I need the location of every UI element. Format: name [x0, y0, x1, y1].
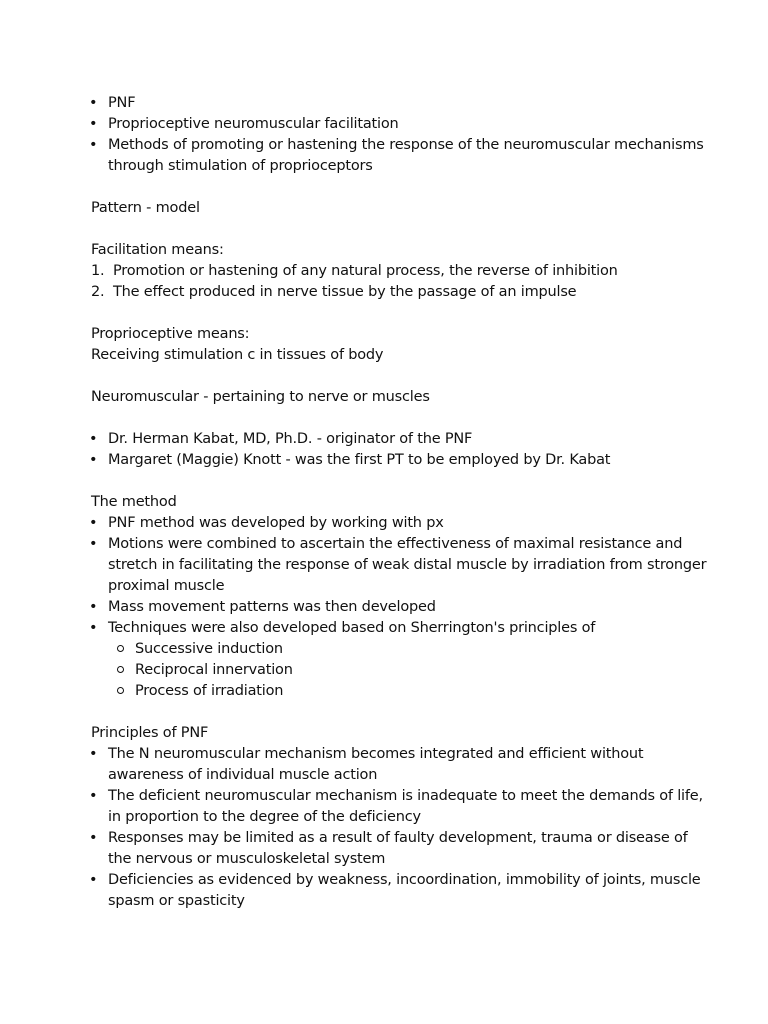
sub-list-item: Reciprocal innervation — [114, 660, 711, 681]
spacer — [91, 177, 711, 198]
spacer — [91, 219, 711, 240]
list-item: • Deficiencies as evidenced by weakness, incoordination, immobility of joints, muscle spasm or spasticity — [91, 870, 711, 912]
list-item: • The N neuromuscular mechanism becomes integrated and efficient without awareness of individual muscle action — [91, 744, 711, 786]
document-body — [91, 93, 711, 912]
neuromuscular-line: Neuromuscular - pertaining to nerve or muscles — [91, 389, 430, 405]
list-item: • Mass movement patterns was then developed — [91, 597, 711, 618]
item-number: 1. — [91, 263, 105, 279]
list-item — [91, 618, 711, 702]
method-list — [91, 513, 711, 702]
item-text: Promotion or hastening of any natural process, the reverse of inhibition — [113, 263, 618, 279]
sub-list-item: Successive induction — [114, 639, 711, 660]
pattern-line: Pattern - model — [91, 200, 200, 216]
list-item — [91, 282, 711, 303]
list-item: • The deficient neuromuscular mechanism is inadequate to meet the demands of life, in proportion to the degree of the deficiency — [91, 786, 711, 828]
method-heading: The method — [91, 494, 177, 510]
list-item: • Methods of promoting or hastening the response of the neuromuscular mechanisms through stimulation of proprioceptors — [91, 135, 711, 177]
list-item: • PNF — [91, 93, 711, 114]
facilitation-heading: Facilitation means: — [91, 242, 224, 258]
sherrington-principles-list — [114, 639, 711, 702]
facilitation-list — [91, 261, 711, 303]
list-item: • PNF method was developed by working with px — [91, 513, 711, 534]
item-text: The effect produced in nerve tissue by the passage of an impulse — [113, 284, 577, 300]
list-item: • Dr. Herman Kabat, MD, Ph.D. - originator of the PNF — [91, 429, 711, 450]
list-item: • Margaret (Maggie) Knott - was the first PT to be employed by Dr. Kabat — [91, 450, 711, 471]
proprioceptive-text: Receiving stimulation c in tissues of body — [91, 347, 384, 363]
spacer — [91, 366, 711, 387]
intro-list — [91, 93, 711, 177]
principles-heading: Principles of PNF — [91, 725, 209, 741]
item-number: 2. — [91, 284, 105, 300]
list-item: • Motions were combined to ascertain the effectiveness of maximal resistance and stretch in facilitating the response of weak distal muscle by irradiation from stronger proximal muscle — [91, 534, 711, 597]
list-item: • Proprioceptive neuromuscular facilitation — [91, 114, 711, 135]
sub-list-item: Process of irradiation — [114, 681, 711, 702]
spacer — [91, 471, 711, 492]
list-item — [91, 261, 711, 282]
spacer — [91, 303, 711, 324]
spacer — [91, 702, 711, 723]
list-item: • Responses may be limited as a result of faulty development, trauma or disease of the nervous or musculoskeletal system — [91, 828, 711, 870]
item-text: Techniques were also developed based on Sherrington's principles of — [108, 620, 596, 636]
proprioceptive-heading: Proprioceptive means: — [91, 326, 250, 342]
people-list — [91, 429, 711, 471]
principles-list — [91, 744, 711, 912]
spacer — [91, 408, 711, 429]
